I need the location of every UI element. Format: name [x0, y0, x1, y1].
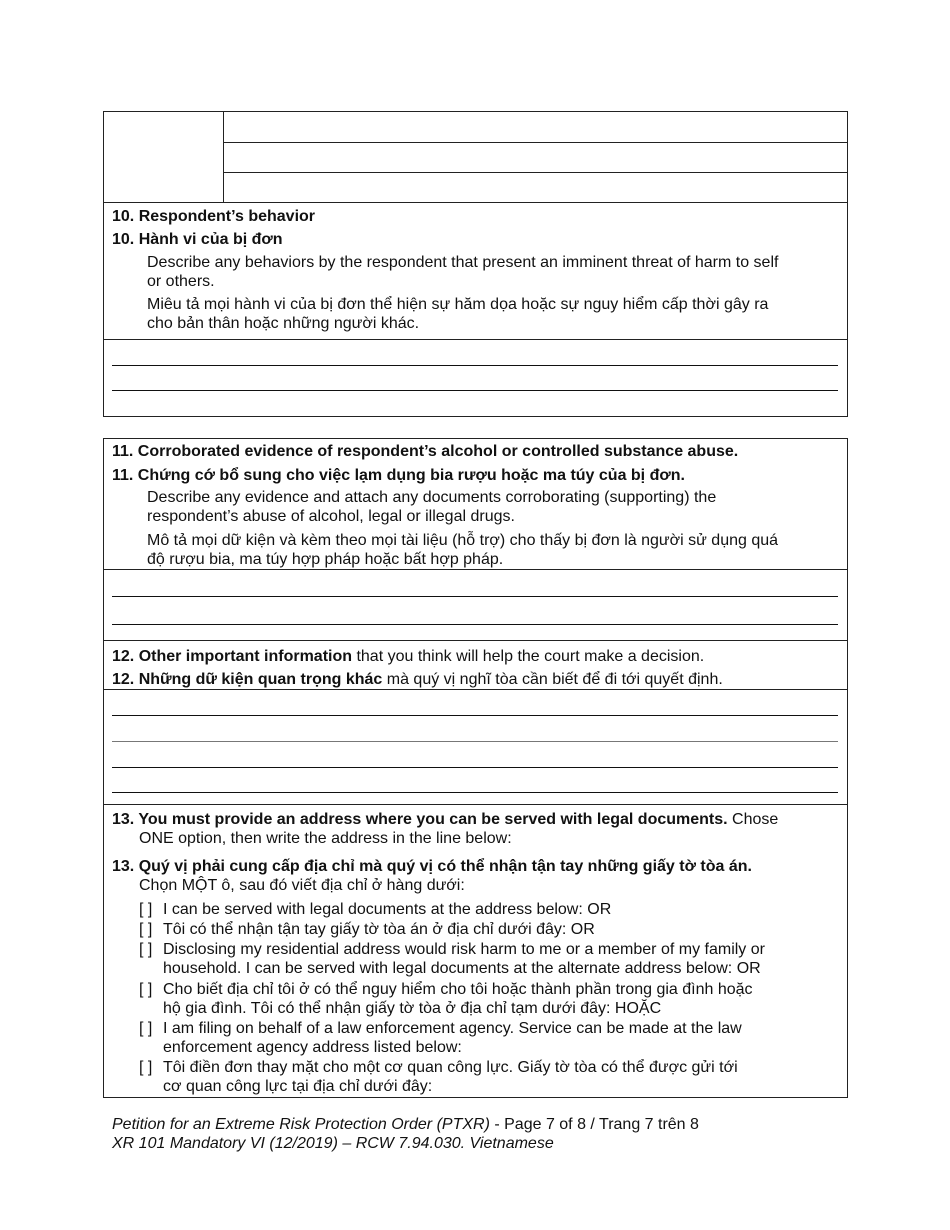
- option-alternate-address-en: household. I can be served with legal documents at the alternate address below: OR: [163, 960, 761, 977]
- section-11-description-en: respondent’s abuse of alcohol, legal or illegal drugs.: [147, 508, 515, 525]
- section-11-answer-line[interactable]: [112, 596, 838, 597]
- option-law-enforcement-en: enforcement agency address listed below:: [163, 1039, 462, 1056]
- option-served-at-address-vi: Tôi có thể nhận tận tay giấy tờ tòa án ở địa chỉ dưới đây: OR: [163, 921, 595, 938]
- section-13-title-vi-continued: Chọn MỘT ô, sau đó viết địa chỉ ở hàng dưới:: [139, 877, 465, 894]
- option-served-at-address-en: I can be served with legal documents at the address below: OR: [163, 901, 612, 918]
- footer-line-1: [112, 1115, 699, 1135]
- section-10-answer-divider: [103, 339, 848, 340]
- section-12-answer-line[interactable]: [112, 792, 838, 793]
- checkbox-served-at-address[interactable]: [ ]: [139, 901, 153, 918]
- checkbox-law-enforcement[interactable]: [ ]: [139, 1020, 153, 1037]
- section-12-title-en-rest: that you think will help the court make a decision.: [352, 648, 705, 665]
- section-12-top-border: [103, 640, 848, 641]
- footer-form-code: XR 101 Mandatory VI (12/2019) – RCW 7.94.030. Vietnamese: [112, 1135, 554, 1152]
- section-13-title-vi: 13. Quý vị phải cung cấp địa chỉ mà quý vị có thể nhận tận tay những giấy tờ tòa án.: [112, 858, 752, 875]
- section-11-description-en: Describe any evidence and attach any documents corroborating (supporting) the: [147, 489, 717, 506]
- section-13-title-en-bold: 13. You must provide an address where you can be served with legal documents.: [112, 811, 728, 828]
- top-table-row-divider: [223, 172, 848, 173]
- footer-form-title: Petition for an Extreme Risk Protection Order (PTXR): [112, 1116, 490, 1133]
- option-law-enforcement-vi: cơ quan công lực tại địa chỉ dưới đây:: [163, 1078, 433, 1095]
- section-11-title-vi: 11. Chứng cớ bổ sung cho việc lạm dụng bia rượu hoặc ma túy của bị đơn.: [112, 467, 685, 484]
- option-law-enforcement-en: I am filing on behalf of a law enforcement agency. Service can be made at the law: [163, 1020, 742, 1037]
- section-11-answer-line[interactable]: [112, 624, 838, 625]
- section-12-answer-line[interactable]: [112, 767, 838, 768]
- checkbox-alternate-address-vi[interactable]: [ ]: [139, 981, 153, 998]
- section-10-title-vi: 10. Hành vi của bị đơn: [112, 231, 283, 248]
- top-table-row-divider: [223, 142, 848, 143]
- section-12-answer-line[interactable]: [112, 715, 838, 716]
- section-10-description-vi: Miêu tả mọi hành vi của bị đơn thể hiện sự hăm dọa hoặc sự nguy hiểm cấp thời gây ra: [147, 296, 769, 313]
- section-13-title-en-continued: ONE option, then write the address in the line below:: [139, 830, 512, 847]
- section-10-answer-line[interactable]: [112, 365, 838, 366]
- section-13-title-en: [112, 810, 778, 830]
- section-10-top-border: [103, 202, 848, 203]
- section-12-answer-divider: [103, 689, 848, 690]
- section-12-title-vi-bold: 12. Những dữ kiện quan trọng khác: [112, 671, 383, 688]
- checkbox-alternate-address[interactable]: [ ]: [139, 941, 153, 958]
- section-13-title-en-rest: Chose: [727, 811, 779, 828]
- section-10-description-en: or others.: [147, 273, 215, 290]
- section-13-top-border: [103, 804, 848, 805]
- top-table-column-divider: [223, 111, 224, 203]
- section-11-title-en: 11. Corroborated evidence of respondent’s alcohol or controlled substance abuse.: [112, 443, 739, 460]
- checkbox-served-at-address-vi[interactable]: [ ]: [139, 921, 153, 938]
- footer-page-number: - Page 7 of 8 / Trang 7 trên 8: [489, 1116, 699, 1133]
- option-alternate-address-en: Disclosing my residential address would risk harm to me or a member of my family or: [163, 941, 765, 958]
- section-12-answer-line[interactable]: [112, 741, 838, 742]
- option-law-enforcement-vi: Tôi điền đơn thay mặt cho một cơ quan công lực. Giấy tờ tòa có thể được gửi tới: [163, 1059, 738, 1076]
- section-12-title-en: [112, 647, 704, 667]
- option-alternate-address-vi: Cho biết địa chỉ tôi ở có thể nguy hiểm cho tôi hoặc thành phần trong gia đình hoặc: [163, 981, 753, 998]
- section-11-answer-divider: [103, 569, 848, 570]
- section-12-title-vi: [112, 670, 723, 690]
- checkbox-law-enforcement-vi[interactable]: [ ]: [139, 1059, 153, 1076]
- section-12-title-vi-rest: mà quý vị nghĩ tòa cần biết để đi tới quyết định.: [382, 671, 723, 688]
- section-10-answer-line[interactable]: [112, 390, 838, 391]
- option-alternate-address-vi: hộ gia đình. Tôi có thể nhận giấy tờ tòa ở địa chỉ tạm dưới đây: HOẶC: [163, 1000, 662, 1017]
- section-10-description-vi: cho bản thân hoặc những người khác.: [147, 315, 420, 332]
- section-12-title-en-bold: 12. Other important information: [112, 648, 353, 665]
- section-11-description-vi: độ rượu bia, ma túy hợp pháp hoặc bất hợp pháp.: [147, 551, 504, 568]
- section-10-title-en: 10. Respondent’s behavior: [112, 208, 316, 225]
- section-11-description-vi: Mô tả mọi dữ kiện và kèm theo mọi tài liệu (hỗ trợ) cho thấy bị đơn là người sử dụng quá: [147, 532, 779, 549]
- section-10-description-en: Describe any behaviors by the respondent that present an imminent threat of harm to self: [147, 254, 779, 271]
